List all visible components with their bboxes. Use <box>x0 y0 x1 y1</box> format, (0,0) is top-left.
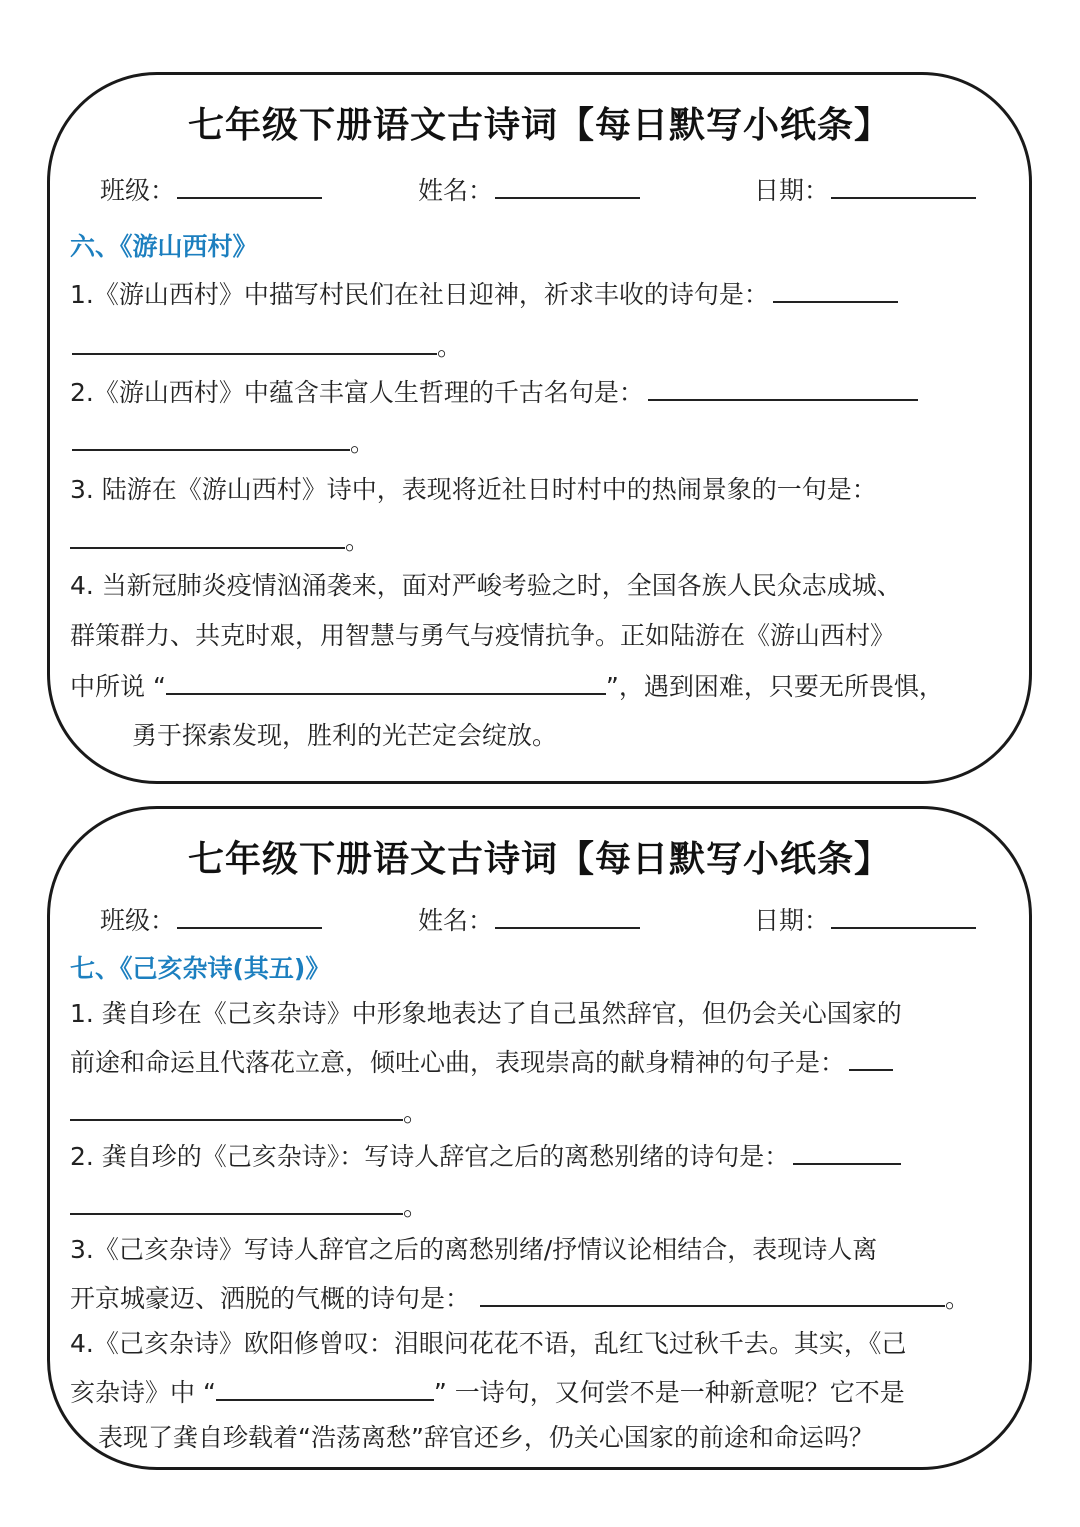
answer-blank[interactable] <box>166 671 606 695</box>
answer-blank[interactable] <box>70 1097 403 1121</box>
card-title: 七年级下册语文古诗词【每日默写小纸条】 <box>187 105 891 146</box>
question-text: ” 一诗句，又何尝不是一种新意呢？它不是 <box>433 1378 905 1407</box>
class-label: 班级： <box>100 906 176 935</box>
question-text: 2. 龚自珍的《己亥杂诗》：写诗人辞官之后的离愁别绪的诗句是： <box>70 1142 790 1171</box>
date-input-line[interactable] <box>831 171 976 199</box>
class-input-line[interactable] <box>177 171 322 199</box>
question-2 <box>70 1141 901 1172</box>
period: 。 <box>403 1098 429 1127</box>
question-1-line-1: 1. 龚自珍在《己亥杂诗》中形象地表达了自己虽然辞官，但仍会关心国家的 <box>70 999 902 1028</box>
date-field <box>754 901 976 937</box>
name-field <box>418 901 640 937</box>
question-2-cont <box>70 1191 428 1222</box>
class-field <box>100 171 322 207</box>
question-4-line-3: 表现了龚自珍载着“浩荡离愁”辞官还乡，仍关心国家的前途和命运吗？ <box>98 1423 874 1452</box>
answer-blank[interactable] <box>793 1141 901 1165</box>
date-label: 日期： <box>754 906 830 935</box>
period: 。 <box>350 428 376 457</box>
name-label: 姓名： <box>418 176 494 205</box>
answer-blank[interactable] <box>849 1047 893 1071</box>
question-3 <box>70 475 877 505</box>
date-input-line[interactable] <box>831 901 976 929</box>
date-label: 日期： <box>754 176 830 205</box>
question-text: 前途和命运且代落花立意，倾吐心曲，表现崇高的献身精神的句子是： <box>70 1048 846 1077</box>
question-3-line-2 <box>70 1283 970 1314</box>
answer-blank[interactable] <box>70 525 345 549</box>
section-heading: 六、《游山西村》 <box>70 232 258 261</box>
question-3-line-1: 3.《己亥杂诗》写诗人辞官之后的离愁别绪/抒情议论相结合，表现诗人离 <box>70 1235 878 1264</box>
card-title: 七年级下册语文古诗词【每日默写小纸条】 <box>187 839 891 880</box>
question-text: 1.《游山西村》中描写村民们在社日迎神，祈求丰收的诗句是： <box>70 280 769 309</box>
question-1-cont <box>72 331 462 362</box>
class-label: 班级： <box>100 176 176 205</box>
answer-blank[interactable] <box>773 279 898 303</box>
question-text: ”，遇到困难，只要无所畏惧， <box>605 672 944 701</box>
answer-blank[interactable] <box>480 1283 945 1307</box>
question-1-cont <box>70 1097 428 1128</box>
class-field <box>100 901 322 937</box>
section-heading: 七、《己亥杂诗(其五)》 <box>70 954 331 983</box>
question-text: 开京城豪迈、洒脱的气概的诗句是： <box>70 1284 471 1313</box>
name-input-line[interactable] <box>495 171 640 199</box>
name-label: 姓名： <box>418 906 494 935</box>
worksheet-card-1 <box>47 72 1032 784</box>
question-text: 3. 陆游在《游山西村》诗中，表现将近社日时村中的热闹景象的一句是： <box>70 475 877 504</box>
question-1 <box>70 279 898 310</box>
question-4-line-2: 群策群力、共克时艰，用智慧与勇气与疫情抗争。正如陆游在《游山西村》 <box>70 621 896 650</box>
answer-blank[interactable] <box>72 331 437 355</box>
question-4-line-1: 4. 当新冠肺炎疫情汹涌袭来，面对严峻考验之时，全国各族人民众志成城、 <box>70 571 902 600</box>
question-2 <box>70 377 918 408</box>
date-field <box>754 171 976 207</box>
question-text: 中所说 “ <box>70 672 166 701</box>
period: 。 <box>403 1192 429 1221</box>
worksheet-card-2 <box>47 806 1032 1470</box>
question-4-line-1: 4.《己亥杂诗》欧阳修曾叹：泪眼问花花不语，乱红飞过秋千去。其实，《己 <box>70 1329 907 1358</box>
question-text: 亥杂诗》中 “ <box>70 1378 216 1407</box>
answer-blank[interactable] <box>648 377 918 401</box>
period: 。 <box>437 332 463 361</box>
question-4-line-2 <box>70 1377 905 1408</box>
answer-blank[interactable] <box>70 1191 403 1215</box>
question-3-cont <box>70 525 370 556</box>
question-4-line-4: 勇于探索发现，胜利的光芒定会绽放。 <box>132 721 558 750</box>
name-field <box>418 171 640 207</box>
question-text: 2.《游山西村》中蕴含丰富人生哲理的千古名句是： <box>70 378 644 407</box>
answer-blank[interactable] <box>216 1377 434 1401</box>
period: 。 <box>345 526 371 555</box>
period: 。 <box>945 1284 971 1313</box>
question-2-cont <box>72 427 375 458</box>
question-1-line-2 <box>70 1047 893 1078</box>
answer-blank[interactable] <box>72 427 350 451</box>
question-4-line-3 <box>70 671 944 702</box>
name-input-line[interactable] <box>495 901 640 929</box>
class-input-line[interactable] <box>177 901 322 929</box>
